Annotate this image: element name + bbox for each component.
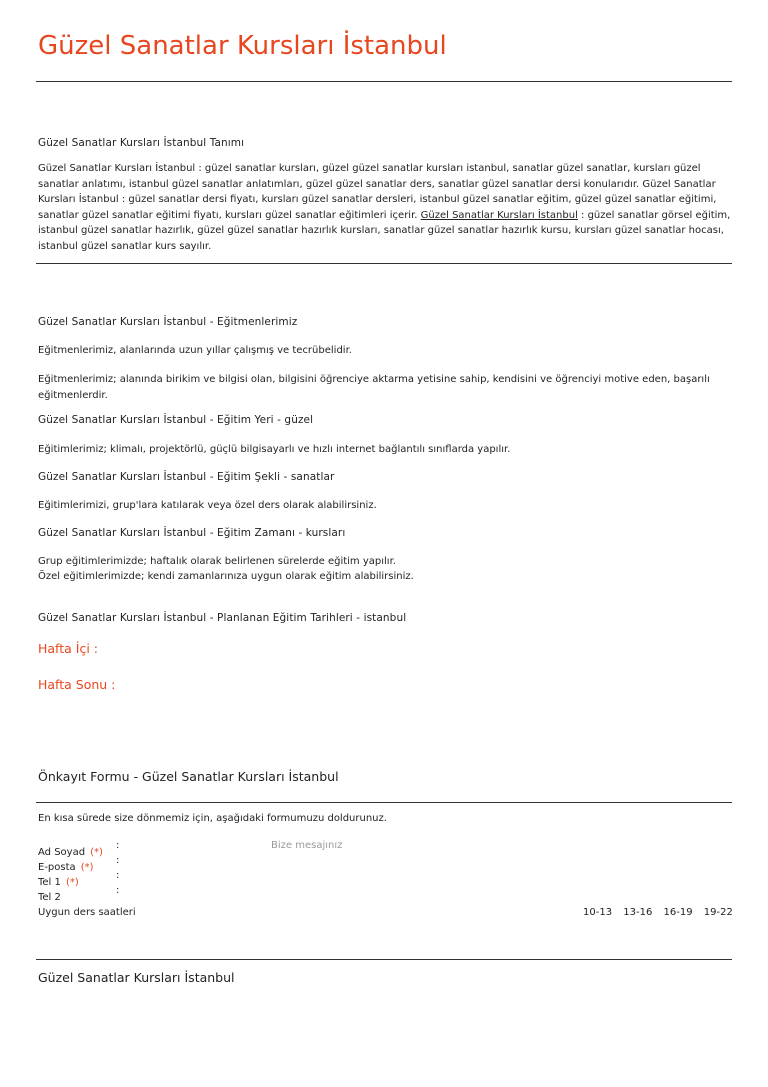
sekli-p1: Eğitimlerimizi, grup'lara katılarak veya özel ders olarak alabilirsiniz. — [38, 500, 377, 511]
slots-label: Uygun ders saatleri — [38, 907, 136, 918]
form-intro: En kısa sürede size dönmemiz için, aşağıdaki formumuzu doldurunuz. — [38, 813, 387, 824]
zamani-heading: Güzel Sanatlar Kursları İstanbul - Eğitim Zamanı - kursları — [38, 527, 346, 539]
tanim-text-before-link: Güzel Sanatlar Kursları İstanbul : güzel sanatlar kursları, güzel güzel sanatlar kursları istanbul, sanatlar güzel sanatlar, kursları güzel sanatlar anlatımı, istanbul güzel sanatlar anlatımları, güzel güzel sanatlar ders, sanatlar güzel sanatlar dersi konularıdır. Güzel Sanatlar Kursları İstanbul : güzel sanatlar dersi fiyatı, kursları güzel sanatlar dersleri, istanbul güzel sanatlar eğitim, güzel güzel sanatlar eğitimi, sanatlar güzel sanatlar eğitimi fiyatı, kursları güzel sanatlar eğitimleri içerir. — [38, 163, 717, 221]
slot-option[interactable]: 13-16 — [623, 907, 653, 918]
page-title: Güzel Sanatlar Kursları İstanbul — [38, 31, 447, 61]
yer-p1: Eğitimlerimiz; klimalı, projektörlü, güçlü bilgisayarlı ve hızlı internet bağlantılı sınıflarda yapılır. — [38, 444, 511, 455]
zamani-line2: Özel eğitimlerimizde; kendi zamanlarınıza uygun olarak eğitim alabilirsiniz. — [38, 571, 414, 582]
zamani-line1: Grup eğitimlerimizde; haftalık olarak belirlenen sürelerde eğitim yapılır. — [38, 556, 396, 567]
tanim-heading: Güzel Sanatlar Kursları İstanbul Tanımı — [38, 137, 245, 149]
tarihler-heading: Güzel Sanatlar Kursları İstanbul - Planlanan Eğitim Tarihleri - istanbul — [38, 612, 407, 624]
title-divider — [36, 81, 732, 82]
egitmenler-heading: Güzel Sanatlar Kursları İstanbul - Eğitmenlerimiz — [38, 316, 298, 328]
slot-option[interactable]: 10-13 — [583, 907, 613, 918]
tel2-colon: : — [116, 885, 120, 896]
form-field-tel2[interactable] — [38, 885, 61, 904]
form-heading-divider — [36, 802, 732, 803]
sekli-heading: Güzel Sanatlar Kursları İstanbul - Eğitim Şekli - sanatlar — [38, 471, 335, 483]
tel1-label: Tel 1 — [38, 877, 61, 888]
ad-soyad-colon: : — [116, 840, 120, 851]
tel2-label: Tel 2 — [38, 892, 61, 903]
egitmenler-p2: Eğitmenlerimiz; alanında birikim ve bilgisi olan, bilgisini öğrenciye aktarma yetisine sahip, kendisini ve öğrenciyi motive eden, başarılı eğitmenlerdir. — [38, 374, 710, 401]
tanim-text-after-link: : güzel sanatlar görsel eğitim, istanbul güzel sanatlar hazırlık, güzel güzel sanatlar hazırlık kursları, sanatlar güzel sanatlar hazırlık kursu, kursları güzel sanatlar hocası, istanbul güzel sanatlar kurs sayılır. — [38, 209, 731, 252]
eposta-label: E-posta — [38, 862, 76, 873]
required-mark: (*) — [90, 847, 103, 858]
ad-soyad-label: Ad Soyad — [38, 847, 86, 858]
slot-option[interactable]: 16-19 — [663, 907, 693, 918]
required-mark: (*) — [65, 877, 79, 888]
slot-option[interactable]: 19-22 — [703, 907, 733, 918]
tanim-link[interactable]: Güzel Sanatlar Kursları İstanbul — [420, 209, 578, 221]
egitmenler-p1: Eğitmenlerimiz, alanlarında uzun yıllar çalışmış ve tecrübelidir. — [38, 345, 352, 356]
tanim-paragraph — [38, 161, 738, 254]
tanim-divider — [36, 263, 732, 264]
hafta-ici-label: Hafta İçi : — [38, 641, 98, 656]
slots-list — [575, 907, 733, 918]
eposta-colon: : — [116, 855, 120, 866]
footer-divider — [36, 959, 732, 960]
hafta-sonu-label: Hafta Sonu : — [38, 677, 116, 692]
tel1-colon: : — [116, 870, 120, 881]
form-heading: Önkayıt Formu - Güzel Sanatlar Kursları İstanbul — [38, 769, 339, 784]
required-mark: (*) — [80, 862, 94, 873]
yer-heading: Güzel Sanatlar Kursları İstanbul - Eğitim Yeri - güzel — [38, 414, 314, 426]
footer-title: Güzel Sanatlar Kursları İstanbul — [38, 970, 235, 985]
message-field[interactable]: Bize mesajınız — [271, 840, 343, 851]
